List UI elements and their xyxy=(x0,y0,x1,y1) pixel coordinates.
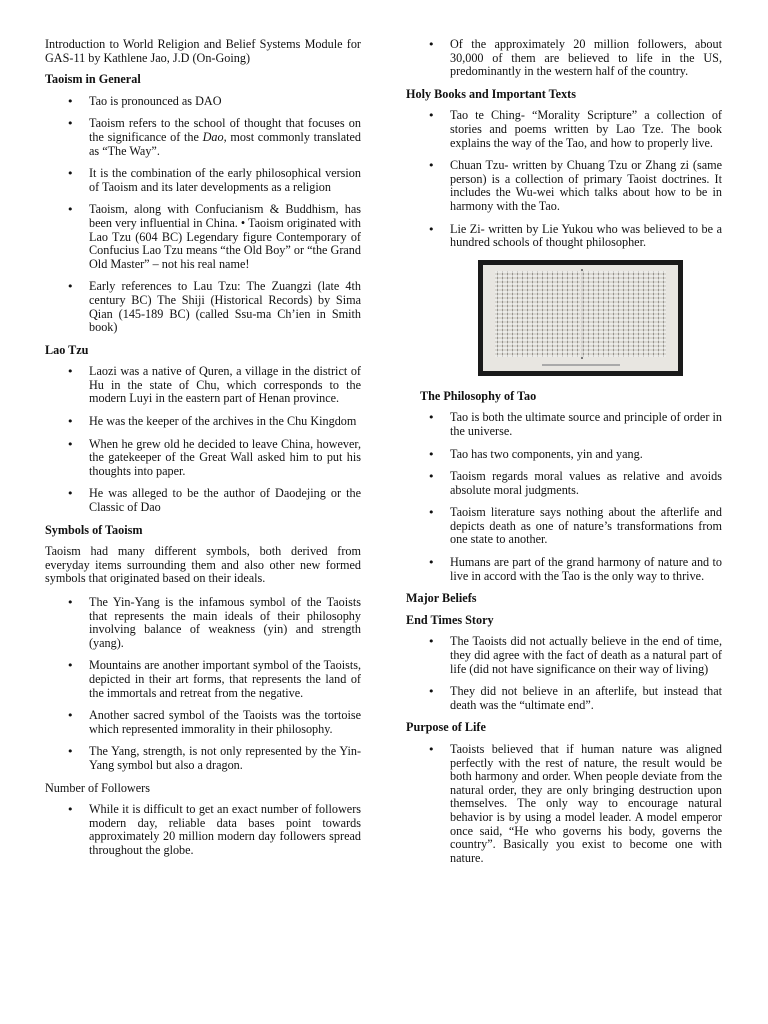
heading-holy-books: Holy Books and Important Texts xyxy=(406,86,576,101)
book-page-left xyxy=(495,271,581,357)
list-item: • Tao te Ching- “Morality Scripture” a collection of stories and poems written by Lao Tze. The book explains the way of the Tao, and how to properly live. xyxy=(406,109,722,150)
list-item: • Tao has two components, yin and yang. xyxy=(406,448,722,462)
heading-taoism-in-general: Taoism in General xyxy=(45,72,141,87)
heading-symbols-of-taoism: Symbols of Taoism xyxy=(45,522,143,537)
heading-philosophy-of-tao: The Philosophy of Tao xyxy=(420,388,537,403)
list-purpose xyxy=(406,743,722,865)
heading-end-times-story: End Times Story xyxy=(406,612,494,627)
heading-number-of-followers: Number of Followers xyxy=(45,780,150,795)
list-item: • Mountains are another important symbol of the Taoists, depicted in their art forms, that represents the land of the immortals and retreat from the negative. xyxy=(45,659,361,700)
list-item: • Of the approximately 20 million followers, about 30,000 of them are believed to life in the US, predominantly in the western half of the country. xyxy=(406,38,722,79)
list-item: • When he grew old he decided to leave China, however, the gatekeeper of the Great Wall asked him to put his thoughts into paper. xyxy=(45,438,361,479)
list-symbols xyxy=(45,596,361,773)
list-item: • Chuan Tzu- written by Chuang Tzu or Zhang zi (same person) is a collection of primary Taoist doctrines. It includes the Wu-wei which talks about how to be in harmony with the Tao. xyxy=(406,159,722,213)
heading-purpose-of-life: Purpose of Life xyxy=(406,720,486,735)
module-intro: Introduction to World Religion and Belief Systems Module for GAS-11 by Kathlene Jao, J.D (On-Going) xyxy=(45,37,361,65)
left-column xyxy=(45,38,361,867)
list-item: • They did not believe in an afterlife, but instead that death was the “ultimate end”. xyxy=(406,685,722,712)
heading-major-beliefs: Major Beliefs xyxy=(406,591,477,606)
list-taoism-in-general xyxy=(45,95,361,335)
list-item: • The Yang, strength, is not only represented by the Yin-Yang symbol but also a dragon. xyxy=(45,745,361,772)
emphasis-dao: Dao, xyxy=(202,129,227,144)
list-lao-tzu xyxy=(45,365,361,514)
list-item: • Tao is pronounced as DAO xyxy=(45,95,361,109)
symbols-paragraph: Taoism had many different symbols, both derived from everyday items surrounding them and also other new formed symbols that originated based on their ideals. xyxy=(45,544,361,586)
list-item: • Early references to Lau Tzu: The Zuangzi (late 4th century BC) The Shiji (Historical Records) by Sima Qian (145-189 BC) (called Ssu-ma Ch’ien in Smith book) xyxy=(45,280,361,334)
list-item: • Taoism literature says nothing about the afterlife and depicts death as one of nature’s transformations from one state to another. xyxy=(406,506,722,547)
list-item: • The Taoists did not actually believe in the end of time, they did agree with the fact of death as a natural part of life (did not have significance on their way of living) xyxy=(406,635,722,676)
list-end-times xyxy=(406,635,722,712)
list-item: • Lie Zi- written by Lie Yukou who was believed to be a hundred schools of thought philosopher. xyxy=(406,223,722,250)
list-item: • Taoists believed that if human nature was aligned perfectly with the rest of nature, the result would be both harmony and order. When people deviate from the natural order, they are only bringing destruction upon themselves. The only way to encourage natural behavior is by using a model leader. A model emperor once said, “He who governs his body, governs the country”. Basically you exist to become one with nature. xyxy=(406,743,722,865)
list-item xyxy=(45,117,361,158)
list-followers xyxy=(45,803,361,857)
right-column xyxy=(406,38,722,874)
heading-lao-tzu: Lao Tzu xyxy=(45,342,89,357)
list-item: • He was the keeper of the archives in the Chu Kingdom xyxy=(45,415,361,429)
list-item: • Taoism, along with Confucianism & Buddhism, has been very influential in China. • Taoism originated with Lao Tzu (604 BC) Legendary figure Contemporary of Confucius Lao Tzu means “the Old Boy” or “the Grand Old Master” – not his real name! xyxy=(45,203,361,271)
list-item: • Taoism regards moral values as relative and avoids absolute moral judgments. xyxy=(406,470,722,497)
list-item: • He was alleged to be the author of Daodejing or the Classic of Dao xyxy=(45,487,361,514)
list-item-text: Taoism refers to the school of thought that focuses on the significance of the xyxy=(89,116,361,144)
list-item: • Tao is both the ultimate source and principle of order in the universe. xyxy=(406,411,722,438)
list-item: • Laozi was a native of Quren, a village in the district of Hu in the state of Chu, which corresponds to the modern Luyi in the eastern part of Henan province. xyxy=(45,365,361,406)
book-page-right xyxy=(581,271,667,357)
ancient-book-photo xyxy=(478,260,683,376)
list-item: • Another sacred symbol of the Taoists was the tortoise which represented immorality in their philosophy. xyxy=(45,709,361,736)
list-item-text: most commonly translated as “The Way”. xyxy=(89,129,361,158)
list-item: • It is the combination of the early philosophical version of Taoism and its later developments as a religion xyxy=(45,167,361,194)
list-item: • While it is difficult to get an exact number of followers modern day, reliable data bases point towards approximately 20 million modern day followers spread throughout the globe. xyxy=(45,803,361,857)
book-image xyxy=(483,265,678,371)
list-item: • Humans are part of the grand harmony of nature and to live in accord with the Tao is the only way to thrive. xyxy=(406,556,722,583)
list-philosophy xyxy=(406,411,722,583)
list-item: • The Yin-Yang is the infamous symbol of the Taoists that represents the main ideals of their philosophy involving balance of weakness (yin) and strength (yang). xyxy=(45,596,361,650)
list-holy-books xyxy=(406,109,722,249)
photo-caption-mark xyxy=(542,364,620,366)
list-followers-continued xyxy=(406,38,722,79)
